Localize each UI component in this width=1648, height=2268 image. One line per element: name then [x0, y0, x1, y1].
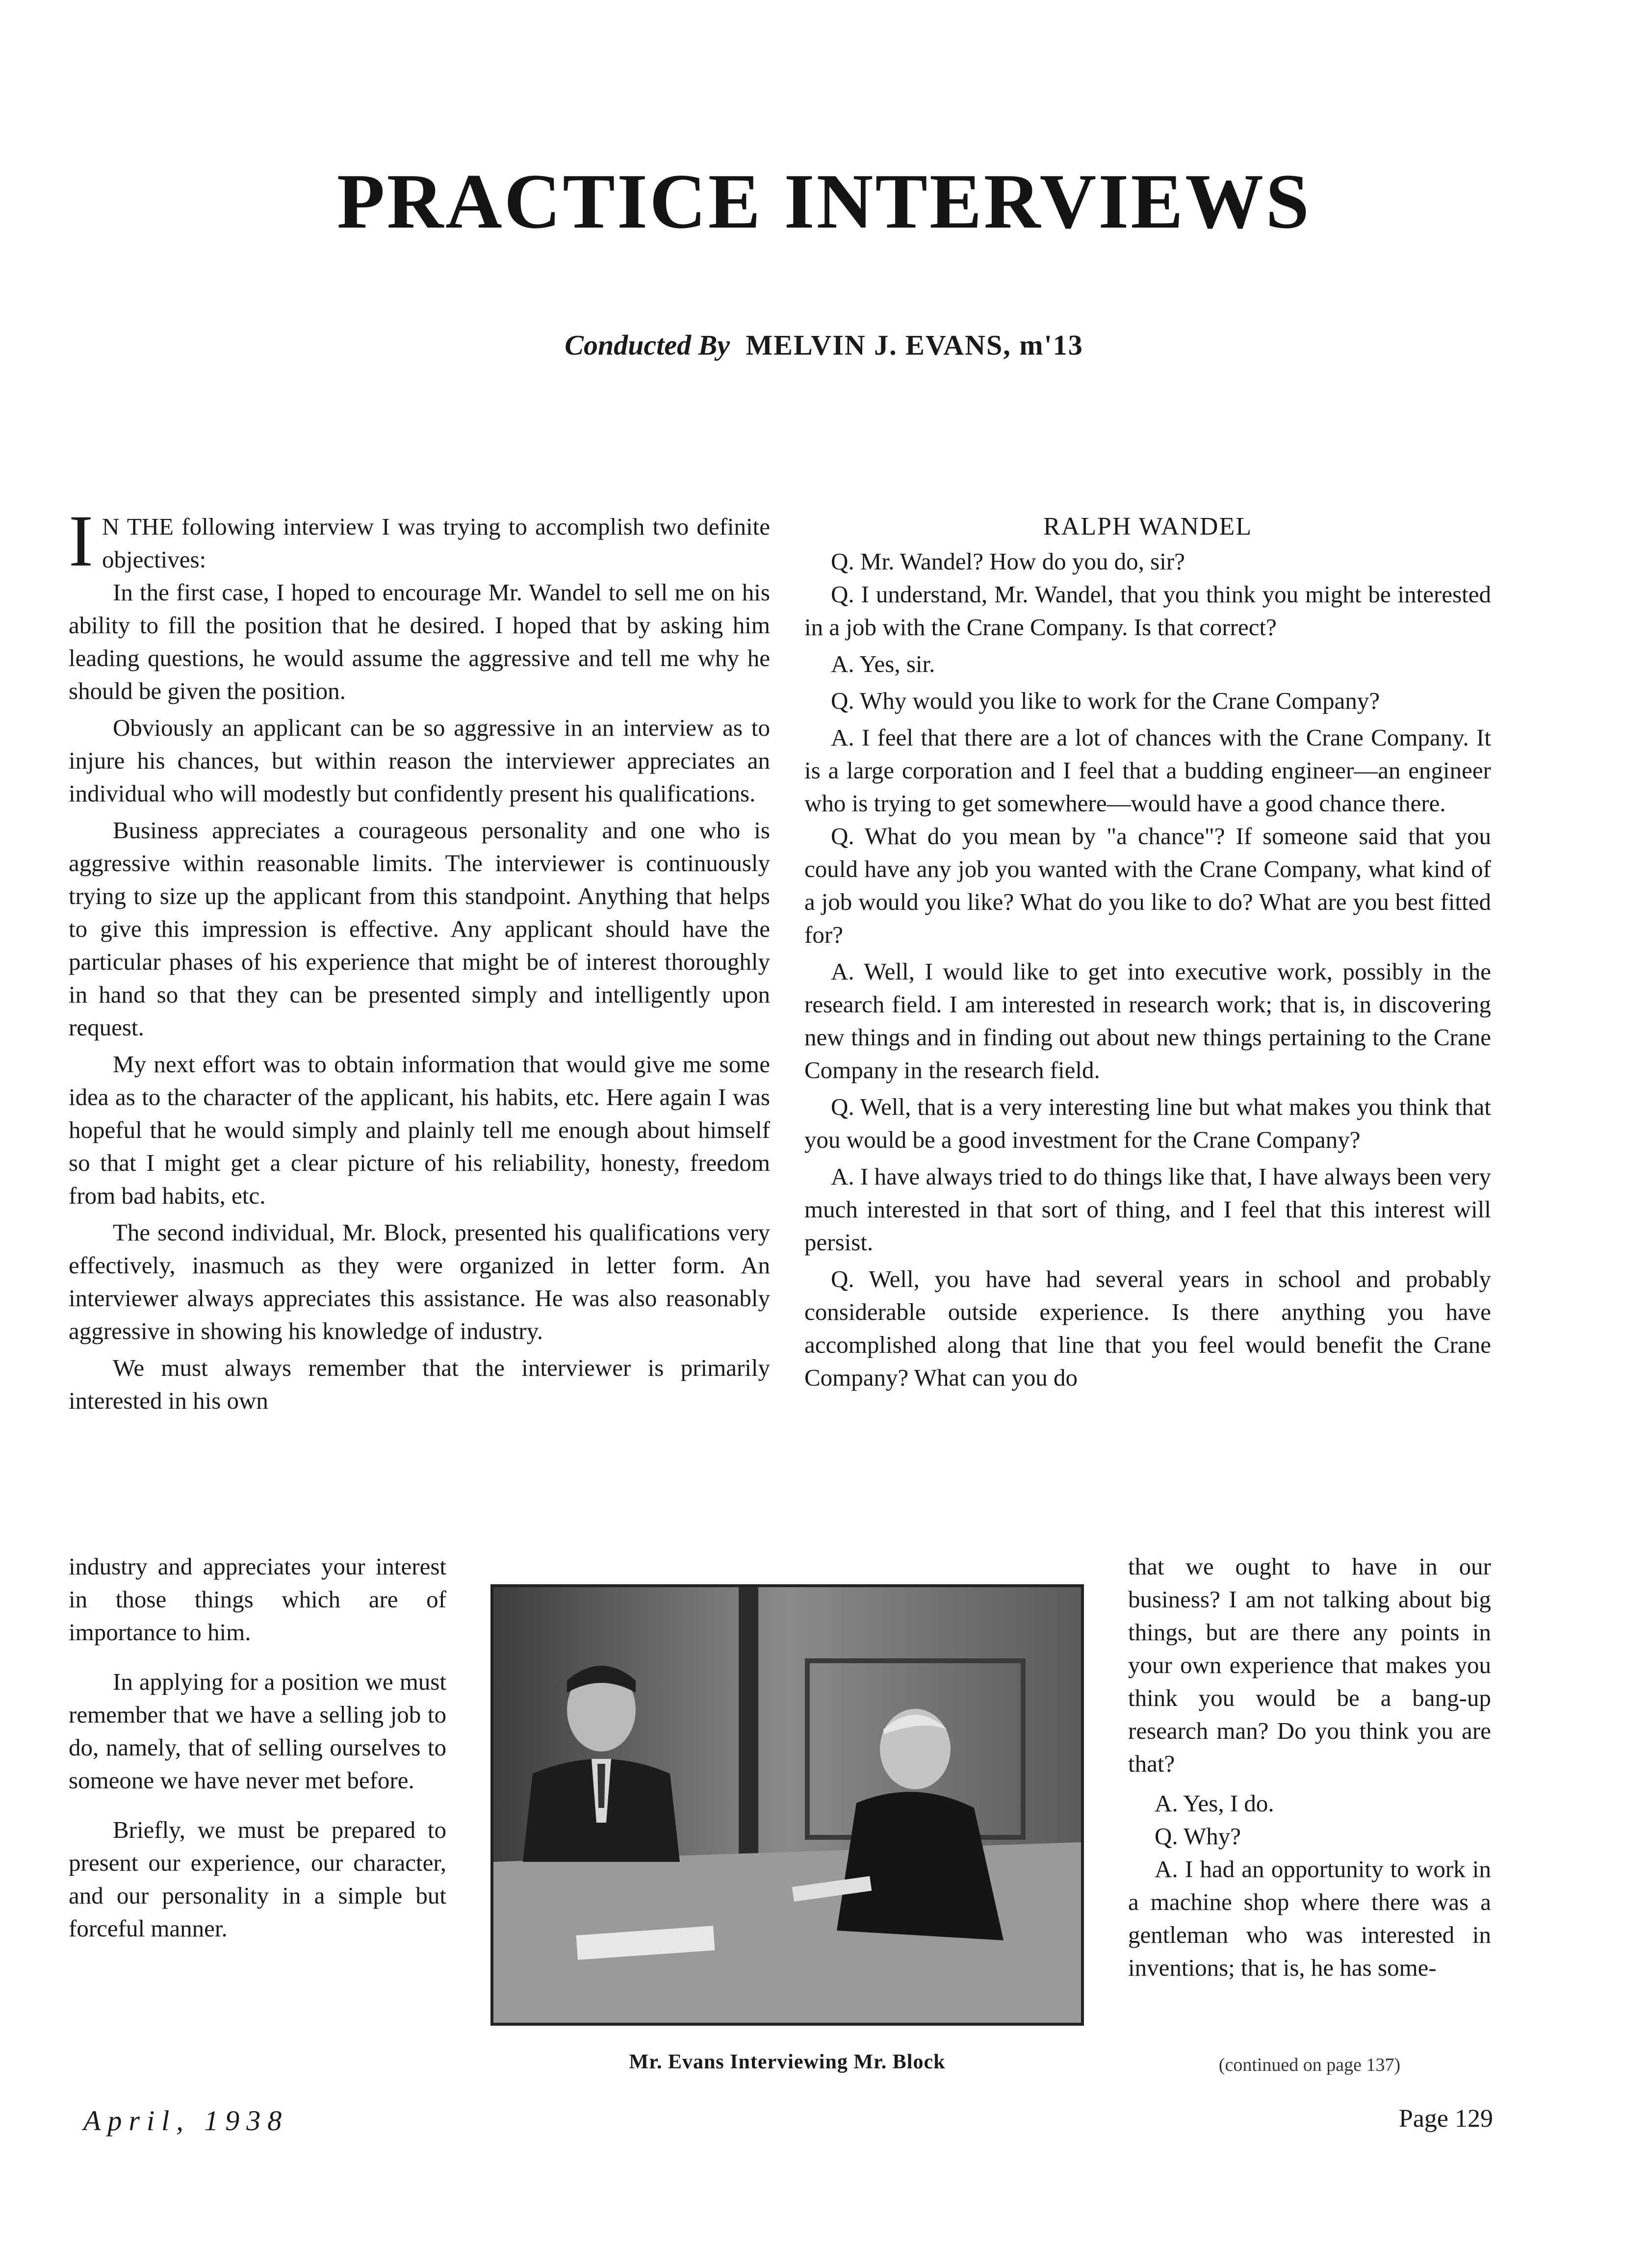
paragraph: My next effort was to obtain information that would give me some idea as to the character of the applicant, his habits, etc. Here again I was hopeful that he would simply and plainly tell me enough about himself so that I might get a clear picture of his reliability, honesty, freedom from bad habits, etc. — [69, 1051, 770, 1209]
dialogue-line: that we ought to have in our business? I am not talking about big things, but are there any points in your own experience that makes you think you would be a bang-up research man? Do you think you are that? — [1128, 1553, 1491, 1777]
paragraph: Briefly, we must be prepared to present our experience, our character, and our personality in a simple but forceful manner. — [69, 1816, 446, 1942]
paragraph: We must always remember that the interviewer is primarily interested in his own — [69, 1354, 770, 1414]
dialogue-line: Q. Why would you like to work for the Crane Company? — [831, 687, 1380, 714]
interview-heading: RALPH WANDEL — [1043, 513, 1253, 541]
right-narrow-column — [1128, 1550, 1491, 1984]
issue-date: April, 1938 — [83, 2105, 289, 2137]
paragraph: In the first case, I hoped to encourage Mr. Wandel to sell me on his ability to fill the position that he desired. I hoped that by asking him leading questions, he would assume the aggressive and tell me why he should be given the position. — [69, 579, 770, 704]
dialogue-line: A. Well, I would like to get into executive work, possibly in the research field. I am interested in research work; that is, in discovering new things and in finding out about new things pertaining to the Crane Company in the research field. — [804, 958, 1491, 1083]
drop-cap: I — [69, 500, 93, 582]
interview-photo-image — [493, 1587, 1081, 2023]
dialogue-line: Q. Why? — [1155, 1823, 1241, 1850]
dialogue-line: Q. What do you mean by "a chance"? If someone said that you could have any job you wanted with the Crane Company, what kind of a job would you like? What do you like to do? What are you best fitted for? — [804, 823, 1491, 948]
paragraph: In applying for a position we must remember that we have a selling job to do, namely, that of selling ourselves to someone we have never met before. — [69, 1668, 446, 1794]
paragraph: industry and appreciates your interest in those things which are of importance to him. — [69, 1553, 446, 1646]
paragraph — [69, 500, 770, 582]
interview-photo — [490, 1584, 1084, 2026]
byline — [0, 329, 1648, 361]
dialogue-line: Q. Well, you have had several years in school and probably considerable outside experience. Is there anything you have accomplished along that line that you feel would benefit the Crane Company? What can you do — [804, 1265, 1491, 1391]
paragraph: Business appreciates a courageous personality and one who is aggressive within reasonable limits. The interviewer is continuously trying to size up the applicant from this standpoint. Anything that helps to give this impression is effective. Any applicant should have the particular phases of his experience that might be of interest thoroughly in hand so that they can be presented simply and intelligently upon request. — [69, 817, 770, 1041]
dialogue-line: A. I have always tried to do things like that, I have always been very much interested in that sort of thing, and I feel that this interest will persist. — [804, 1163, 1491, 1256]
byline-author: MELVIN J. EVANS, m'13 — [746, 329, 1083, 361]
continued-note: (continued on page 137) — [1218, 2055, 1401, 2075]
photo-caption: Mr. Evans Interviewing Mr. Block — [629, 2051, 946, 2073]
paragraph: Obviously an applicant can be so aggressive in an interview as to injure his chances, but within reason the interviewer appreciates an individual who will modestly but confidently present his qualifications. — [69, 714, 770, 807]
right-column — [804, 510, 1491, 1394]
page-title: PRACTICE INTERVIEWS — [336, 157, 1312, 245]
left-column — [69, 500, 770, 1417]
dialogue-line: A. Yes, sir. — [831, 650, 935, 677]
dialogue-line: A. I feel that there are a lot of chances with the Crane Company. It is a large corporation and I feel that a budding engineer—an engineer who is trying to get somewhere—would have a good chance there. — [804, 724, 1491, 817]
dialogue-line: A. I had an opportunity to work in a machine shop where there was a gentleman who was interested in inventions; that is, he has some- — [1128, 1856, 1491, 1981]
dialogue-line: Q. Well, that is a very interesting line but what makes you think that you would be a good investment for the Crane Company? — [804, 1093, 1491, 1153]
left-narrow-column — [69, 1550, 446, 1961]
byline-label: Conducted By — [565, 329, 730, 361]
paragraph-text: N THE following interview I was trying to accomplish two definite objectives: — [102, 513, 770, 573]
dialogue-line: Q. Mr. Wandel? How do you do, sir? — [831, 548, 1185, 575]
dialogue-line: Q. I understand, Mr. Wandel, that you think you might be interested in a job with the Crane Company. Is that correct? — [804, 581, 1491, 641]
dialogue-line: A. Yes, I do. — [1155, 1790, 1274, 1817]
page-number: Page 129 — [1398, 2105, 1493, 2133]
paragraph: The second individual, Mr. Block, presented his qualifications very effectively, inasmuch as they were organized in letter form. An interviewer always appreciates this assistance. He was also reasonably aggressive in showing his knowledge of industry. — [69, 1219, 770, 1344]
